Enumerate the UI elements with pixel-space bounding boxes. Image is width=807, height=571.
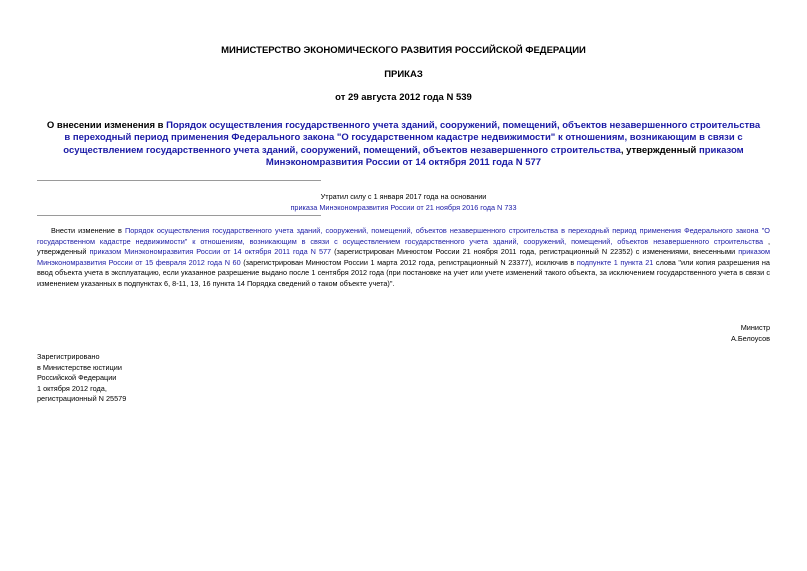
body-subpoint-link[interactable]: подпункте 1 пункта 21 xyxy=(576,257,654,267)
registration-line: Российской Федерации xyxy=(37,373,117,383)
divider-top xyxy=(37,180,321,181)
body-text-1: Внести изменение в xyxy=(51,226,125,235)
body-text-2: , утвержденный xyxy=(37,236,770,256)
document-type: ПРИКАЗ xyxy=(384,69,423,80)
document-date-number: от 29 августа 2012 года N 539 xyxy=(335,92,472,103)
title-middle: , утвержденный xyxy=(620,144,699,156)
body-text-5: слова "или копия разрешения на ввод объекта учета в эксплуатацию, если указанное разрешение выдано после 1 сентября 2012 года (при постановке на учет или учете изменений такого объекта, за исключением государственного учета в связи с изменением указанных в подпунктах 6, 8-11, 13, 16 пункта 14 Порядка сведений о таком объекте учета)". xyxy=(37,257,770,288)
validity-note-link-line xyxy=(0,202,807,213)
validity-order-link[interactable]: приказа Минэкономразвития России от 21 ноября 2016 года N 733 xyxy=(290,203,517,212)
validity-note: Утратил силу с 1 января 2017 года на основании xyxy=(320,192,487,201)
body-paragraph xyxy=(37,226,770,289)
document-title xyxy=(46,120,761,169)
registration-line: в Министерстве юстиции xyxy=(37,362,122,372)
title-order-link[interactable]: приказом Минэкономразвития России от 14 октября 2011 года N 577 xyxy=(265,144,744,168)
signer-name: А.Белоусов xyxy=(730,334,770,343)
title-prefix: О внесении изменения в xyxy=(46,120,167,131)
registration-line: Зарегистрировано xyxy=(37,352,100,361)
registration-line: 1 октября 2012 года, xyxy=(37,383,107,393)
body-order60-link[interactable]: приказом Минэкономразвития России от 15 февраля 2012 года N 60 xyxy=(37,247,770,267)
divider-bottom xyxy=(37,215,321,216)
body-order577-link[interactable]: приказом Минэкономразвития России от 14 октября 2011 года N 577 xyxy=(89,247,332,256)
body-procedure-link[interactable]: Порядок осуществления государственного учета зданий, сооружений, помещений, объектов незавершенного строительства в переходный период применения Федерального закона "О государственном кадастре недвижимости" к отношениям, возникающим в связи с осуществлением государственного учета зданий, сооружений, помещений, объектов незавершенного строительства xyxy=(37,226,770,246)
body-text-4: (зарегистрирован Минюстом России 1 марта 2012 года, регистрационный N 23377), исключив в xyxy=(240,257,577,267)
signer-position: Министр xyxy=(740,323,770,332)
registration-line: регистрационный N 25579 xyxy=(37,394,127,404)
ministry-name: МИНИСТЕРСТВО ЭКОНОМИЧЕСКОГО РАЗВИТИЯ РОССИЙСКОЙ ФЕДЕРАЦИИ xyxy=(221,45,586,56)
body-text-3: (зарегистрирован Минюстом России 21 ноября 2011 года, регистрационный N 22352) с изменениями, внесенными xyxy=(331,247,739,256)
registration-block xyxy=(37,352,126,405)
title-procedure-link[interactable]: Порядок осуществления государственного учета зданий, сооружений, помещений, объектов незавершенного строительства в переходный период применения Федерального закона "О государственном кадастре недвижимости" к отношениям, возникающим в связи с осуществлением государственного учета зданий, сооружений, помещений, объектов незавершенного строительства xyxy=(63,120,761,156)
